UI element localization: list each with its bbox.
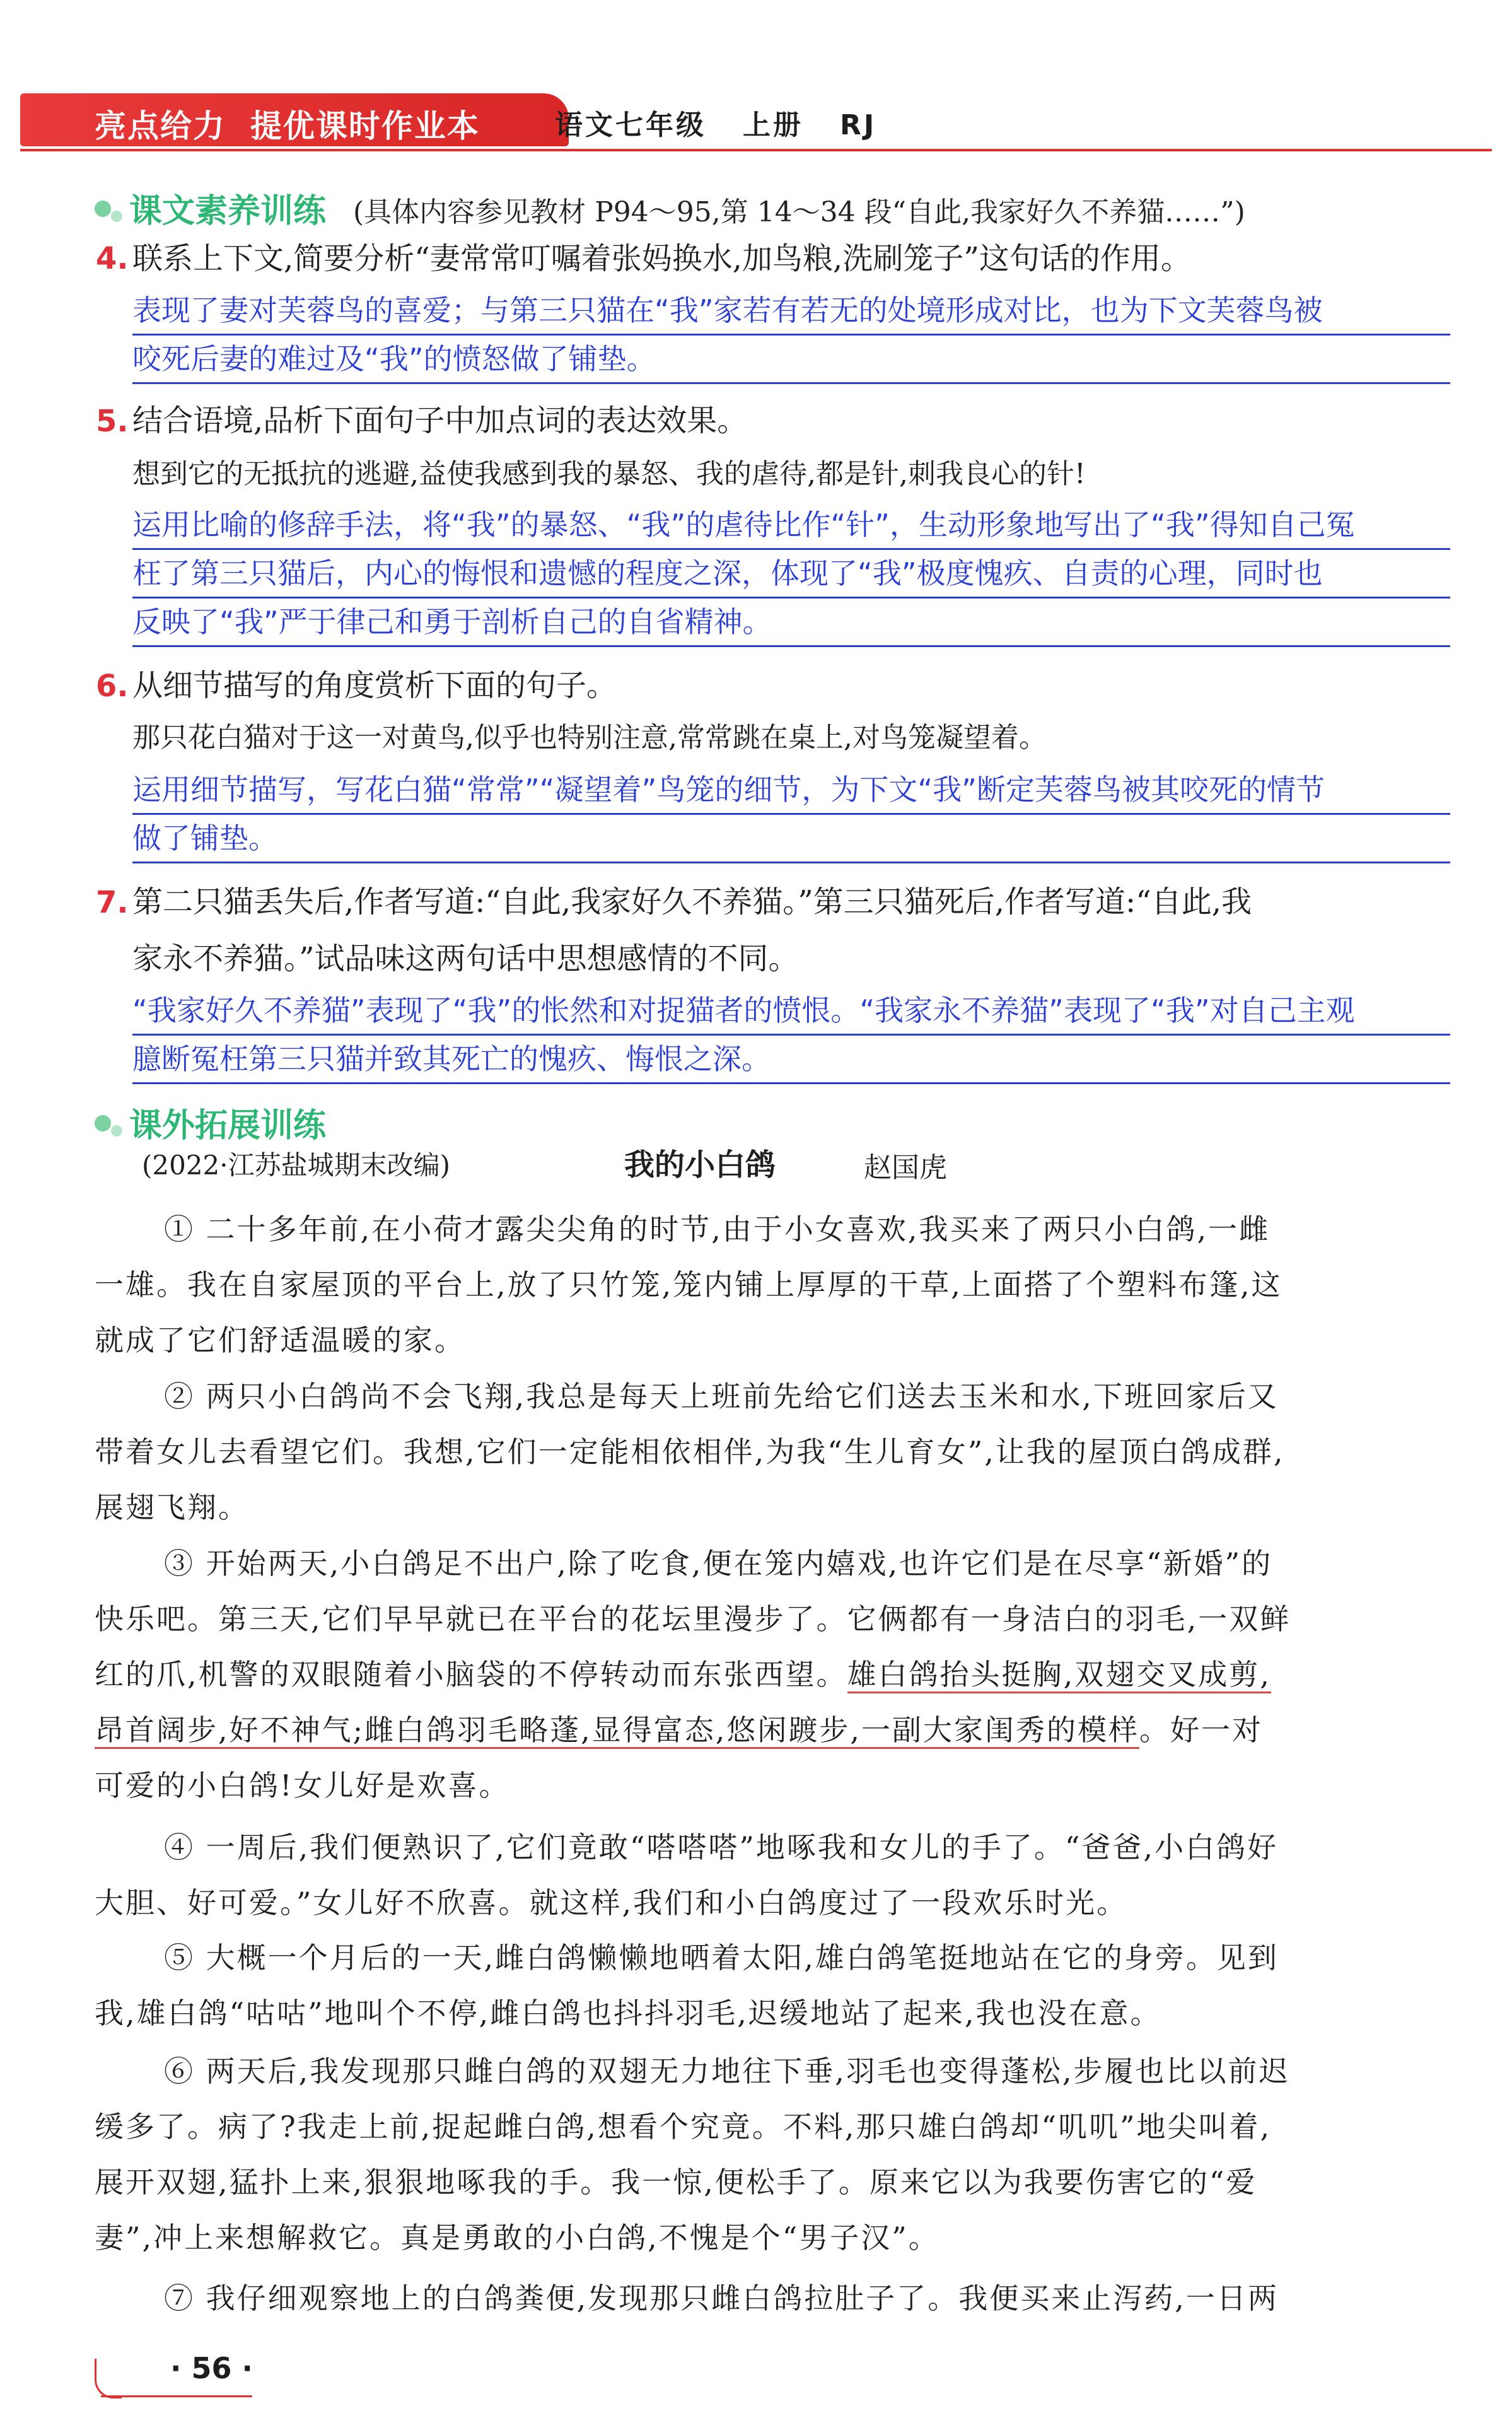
answer-line: 枉了第三只猫后，内心的悔恨和遗憾的程度之深，体现了“我”极度愧疚、自责的心理，同时也 bbox=[132, 550, 1450, 599]
question-text: 联系上下文,简要分析“妻常常叮嘱着张妈换水,加鸟粮,洗刷笼子”这句话的作用。 bbox=[132, 241, 1191, 276]
page-ornament bbox=[95, 2359, 122, 2399]
question-number: 6. bbox=[96, 669, 129, 704]
paragraph-line: 带着女儿去看望它们。我想,它们一定能相依相伴,为我“生儿育女”,让我的屋顶白鸽成群, bbox=[95, 1435, 1285, 1469]
header-rule bbox=[20, 149, 1492, 151]
question-number: 4. bbox=[96, 241, 129, 276]
underlined-sentence: 雄白鸽抬头挺胸,双翅交叉成剪, bbox=[847, 1657, 1271, 1693]
paragraph-text: 红的爪,机警的双眼随着小脑袋的不停转动而东张西望。 bbox=[95, 1657, 847, 1692]
answer-block bbox=[132, 287, 1450, 384]
paragraph-text: 。好一对 bbox=[1139, 1713, 1263, 1747]
question-quote: 想到它的无抵抗的逃避,益使我感到我的暴怒、我的虐待,都是针,刺我良心的针! bbox=[132, 458, 1086, 490]
paragraph-line bbox=[95, 1647, 1428, 1702]
question-quote: 那只花白猫对于这一对黄鸟,似乎也特别注意,常常跳在桌上,对鸟笼凝望着。 bbox=[132, 722, 1047, 754]
section-title-extension: 课外拓展训练 bbox=[129, 1107, 327, 1145]
paragraph-line: 就成了它们舒适温暖的家。 bbox=[95, 1323, 465, 1357]
answer-block bbox=[132, 501, 1450, 647]
paragraph-line: ① 二十多年前,在小荷才露尖尖角的时节,由于小女喜欢,我买来了两只小白鸽,一雌 bbox=[164, 1212, 1271, 1246]
paragraph-line: ⑦ 我仔细观察地上的白鸽粪便,发现那只雌白鸽拉肚子了。我便买来止泻药,一日两 bbox=[164, 2281, 1279, 2315]
paragraph-2 bbox=[95, 1369, 1428, 1535]
page-rule bbox=[101, 2395, 252, 2397]
section-title-training: 课文素养训练 bbox=[129, 192, 327, 230]
passage-title: 我的小白鸽 bbox=[624, 1147, 776, 1183]
answer-line: 反映了“我”严于律己和勇于剖析自己的自省精神。 bbox=[132, 599, 1450, 647]
underlined-sentence: 昂首阔步,好不神气;雌白鸽羽毛略蓬,显得富态,悠闲踱步,一副大家闺秀的模样 bbox=[95, 1713, 1139, 1749]
answer-line: 臆断冤枉第三只猫并致其死亡的愧疚、悔恨之深。 bbox=[132, 1036, 1450, 1084]
paragraph-1 bbox=[95, 1201, 1428, 1368]
paragraph-line: ③ 开始两天,小白鸽足不出户,除了吃食,便在笼内嬉戏,也许它们是在尽享“新婚”的 bbox=[164, 1546, 1273, 1581]
section-note: (具体内容参见教材 P94～95,第 14～34 段“自此,我家好久不养猫……”) bbox=[353, 196, 1245, 228]
paragraph-line: 缓多了。病了?我走上前,捉起雌白鸽,想看个究竟。不料,那只雄白鸽却“叽叽”地尖叫着, bbox=[95, 2110, 1272, 2144]
header-subject: 语文七年级 上册 RJ bbox=[555, 109, 877, 141]
passage-author: 赵国虎 bbox=[864, 1152, 947, 1184]
answer-line: 运用比喻的修辞手法，将“我”的暴怒、“我”的虐待比作“针”，生动形象地写出了“我”得知自己冤 bbox=[132, 501, 1450, 550]
answer-line: 咬死后妻的难过及“我”的愤怒做了铺垫。 bbox=[132, 336, 1450, 384]
paragraph-line: 展翅飞翔。 bbox=[95, 1490, 249, 1524]
paragraph-line: 快乐吧。第三天,它们早早就已在平台的花坛里漫步了。它俩都有一身洁白的羽毛,一双鲜 bbox=[95, 1602, 1291, 1636]
section-bullet-icon bbox=[95, 201, 111, 217]
question-text: 结合语境,品析下面句子中加点词的表达效果。 bbox=[132, 403, 748, 438]
paragraph-3 bbox=[95, 1536, 1428, 1813]
paragraph-line bbox=[95, 1702, 1428, 1758]
paragraph-line: 妻”,冲上来想解救它。真是勇敢的小白鸽,不愧是个“男子汉”。 bbox=[95, 2221, 939, 2255]
paragraph-line: 可爱的小白鸽!女儿好是欢喜。 bbox=[95, 1768, 510, 1803]
paragraph-6 bbox=[95, 2043, 1428, 2265]
answer-line: 运用细节描写，写花白猫“常常”“凝望着”鸟笼的细节，为下文“我”断定芙蓉鸟被其咬死的情节 bbox=[132, 766, 1450, 815]
paragraph-line: 展开双翅,猛扑上来,狠狠地啄我的手。我一惊,便松手了。原来它以为我要伤害它的“爱 bbox=[95, 2165, 1257, 2199]
answer-block bbox=[132, 766, 1450, 863]
question-text: 从细节描写的角度赏析下面的句子。 bbox=[132, 668, 617, 703]
paragraph-7 bbox=[95, 2270, 1428, 2326]
section-bullet-icon bbox=[95, 1115, 111, 1131]
paragraph-line: 一雄。我在自家屋顶的平台上,放了只竹笼,笼内铺上厚厚的干草,上面搭了个塑料布篷,这 bbox=[95, 1268, 1282, 1302]
question-text-line: 家永不养猫。”试品味这两句话中思想感情的不同。 bbox=[132, 941, 799, 976]
answer-line: “我家好久不养猫”表现了“我”的怅然和对捉猫者的愤恨。“我家永不养猫”表现了“我”对自己主观 bbox=[132, 987, 1450, 1036]
answer-line: 做了铺垫。 bbox=[132, 815, 1450, 863]
question-text bbox=[132, 874, 1462, 987]
question-text-line: 第二只猫丢失后,作者写道:“自此,我家好久不养猫。”第三只猫死后,作者写道:“自此,我 bbox=[132, 884, 1252, 920]
page-number: · 56 · bbox=[170, 2351, 253, 2385]
paragraph-line: 我,雄白鸽“咕咕”地叫个不停,雌白鸽也抖抖羽毛,迟缓地站了起来,我也没在意。 bbox=[95, 1996, 1161, 2030]
paragraph-line: 大胆、好可爱。”女儿好不欣喜。就这样,我们和小白鸽度过了一段欢乐时光。 bbox=[95, 1886, 1128, 1920]
paragraph-5 bbox=[95, 1930, 1428, 2041]
paragraph-4 bbox=[95, 1820, 1428, 1931]
question-number: 5. bbox=[96, 404, 129, 439]
section-bullet-small-icon bbox=[111, 1125, 122, 1137]
answer-line: 表现了妻对芙蓉鸟的喜爱；与第三只猫在“我”家若有若无的处境形成对比，也为下文芙蓉鸟被 bbox=[132, 287, 1450, 336]
header-brand: 亮点给力 提优课时作业本 bbox=[95, 108, 480, 144]
paragraph-line: ② 两只小白鸽尚不会飞翔,我总是每天上班前先给它们送去玉米和水,下班回家后又 bbox=[164, 1379, 1279, 1413]
passage-source: (2022·江苏盐城期末改编) bbox=[142, 1150, 451, 1181]
paragraph-line: ⑤ 大概一个月后的一天,雌白鸽懒懒地晒着太阳,雄白鸽笔挺地站在它的身旁。见到 bbox=[164, 1941, 1279, 1975]
question-number: 7. bbox=[96, 885, 129, 920]
answer-block bbox=[132, 987, 1450, 1084]
section-bullet-small-icon bbox=[111, 211, 122, 222]
paragraph-line: ⑥ 两天后,我发现那只雌白鸽的双翅无力地往下垂,羽毛也变得蓬松,步履也比以前迟 bbox=[164, 2054, 1290, 2088]
paragraph-line: ④ 一周后,我们便熟识了,它们竟敢“嗒嗒嗒”地啄我和女儿的手了。“爸爸,小白鸽好 bbox=[164, 1830, 1279, 1864]
